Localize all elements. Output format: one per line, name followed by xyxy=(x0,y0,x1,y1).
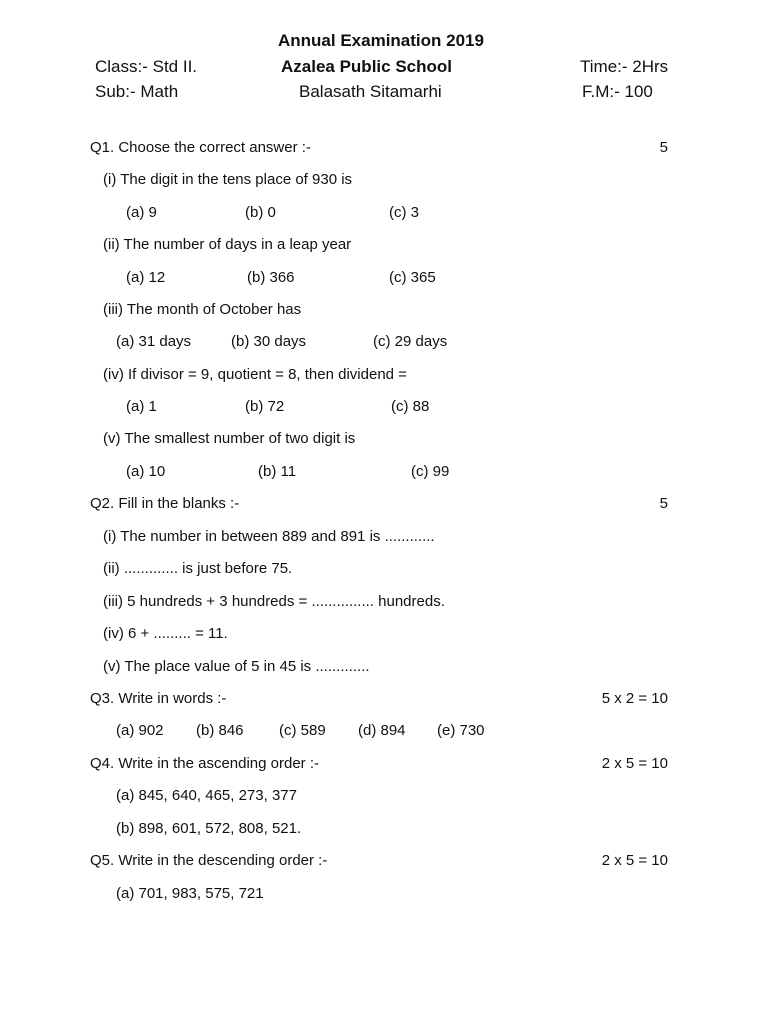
q2-marks: 5 xyxy=(659,495,668,512)
time-label: Time:- 2Hrs xyxy=(580,57,669,76)
q4-marks: 2 x 5 = 10 xyxy=(601,755,668,772)
q1-item-3-option-a: (a) 31 days xyxy=(116,333,192,350)
q1-item-2: (ii) The number of days in a leap year xyxy=(103,236,352,253)
q3-title: Q3. Write in words :- xyxy=(90,690,227,707)
q1-item-2-option-c: (c) 365 xyxy=(389,269,436,286)
q4-line-b: (b) 898, 601, 572, 808, 521. xyxy=(116,820,302,837)
q5-marks: 2 x 5 = 10 xyxy=(601,852,668,869)
q2-item-5: (v) The place value of 5 in 45 is ............. xyxy=(103,658,370,675)
school-place: Balasath Sitamarhi xyxy=(299,82,442,101)
q1-item-1-option-a: (a) 9 xyxy=(126,204,157,221)
q1-item-5-option-a: (a) 10 xyxy=(126,463,166,480)
subject-label: Sub:- Math xyxy=(95,82,179,101)
q1-item-3: (iii) The month of October has xyxy=(103,301,302,318)
q2-item-1: (i) The number in between 889 and 891 is ............ xyxy=(103,528,435,545)
q1-title: Q1. Choose the correct answer :- xyxy=(90,139,311,156)
q1-item-1-option-b: (b) 0 xyxy=(245,204,276,221)
q5-line-a: (a) 701, 983, 575, 721 xyxy=(116,885,264,902)
q3-option-c: (c) 589 xyxy=(279,722,326,739)
q2-title: Q2. Fill in the blanks :- xyxy=(90,495,240,512)
q1-item-3-option-b: (b) 30 days xyxy=(231,333,307,350)
q4-line-a: (a) 845, 640, 465, 273, 377 xyxy=(116,787,297,804)
q1-item-1: (i) The digit in the tens place of 930 is xyxy=(103,171,353,188)
q1-item-2-option-b: (b) 366 xyxy=(247,269,295,286)
q1-item-2-option-a: (a) 12 xyxy=(126,269,166,286)
q3-option-a: (a) 902 xyxy=(116,722,164,739)
q2-item-3: (iii) 5 hundreds + 3 hundreds = ............... hundreds. xyxy=(103,593,445,610)
q3-option-e: (e) 730 xyxy=(437,722,485,739)
q1-item-1-option-c: (c) 3 xyxy=(389,204,419,221)
q3-option-b: (b) 846 xyxy=(196,722,244,739)
q1-item-3-option-c: (c) 29 days xyxy=(373,333,448,350)
q2-item-4: (iv) 6 + ......... = 11. xyxy=(103,625,228,642)
q5-title: Q5. Write in the descending order :- xyxy=(90,852,328,869)
q3-marks: 5 x 2 = 10 xyxy=(601,690,668,707)
q1-item-4-option-c: (c) 88 xyxy=(391,398,430,415)
q1-item-4-option-a: (a) 1 xyxy=(126,398,157,415)
q1-item-5-option-c: (c) 99 xyxy=(411,463,450,480)
q1-item-5-option-b: (b) 11 xyxy=(258,463,297,480)
q1-item-4: (iv) If divisor = 9, quotient = 8, then dividend = xyxy=(103,366,407,383)
q1-item-4-option-b: (b) 72 xyxy=(245,398,285,415)
q1-marks: 5 xyxy=(659,139,668,156)
q4-title: Q4. Write in the ascending order :- xyxy=(90,755,319,772)
q1-item-5: (v) The smallest number of two digit is xyxy=(103,430,356,447)
class-label: Class:- Std II. xyxy=(95,57,198,76)
q2-item-2: (ii) ............. is just before 75. xyxy=(103,560,293,577)
q3-option-d: (d) 894 xyxy=(358,722,406,739)
full-marks-label: F.M:- 100 xyxy=(582,82,653,101)
exam-title: Annual Examination 2019 xyxy=(278,31,484,50)
school-name: Azalea Public School xyxy=(281,57,452,76)
